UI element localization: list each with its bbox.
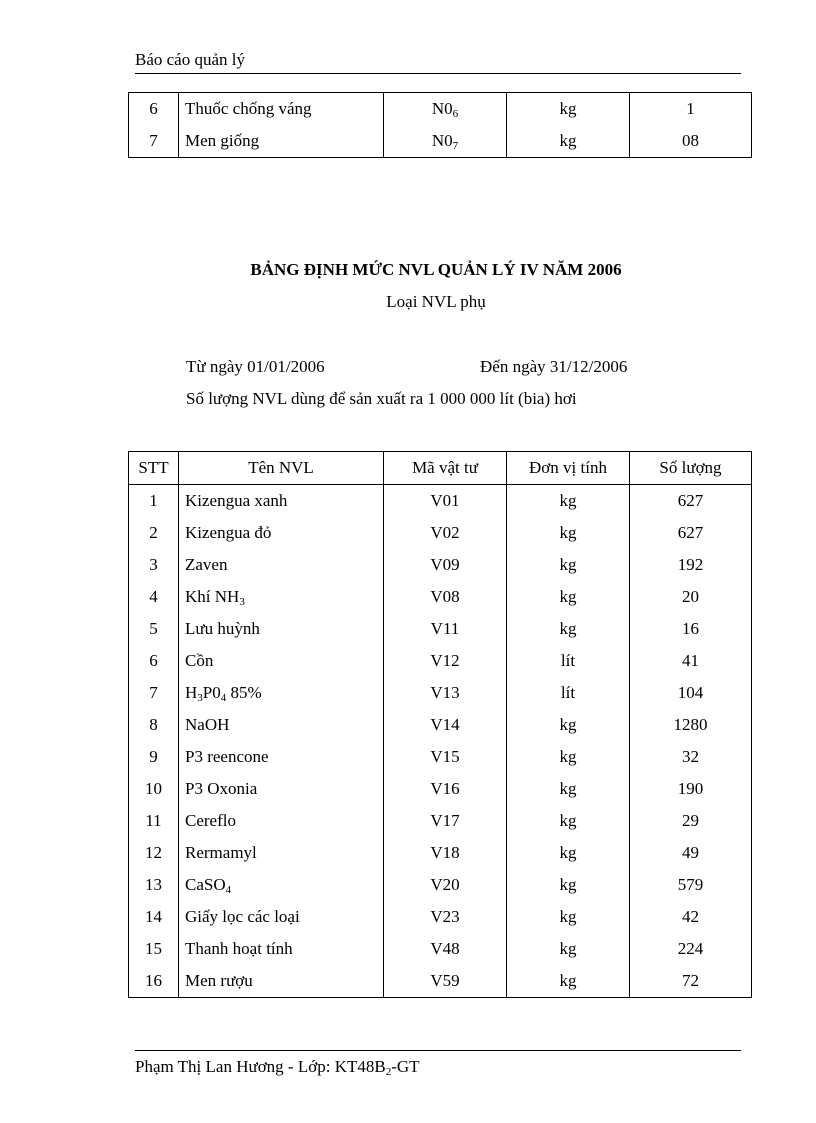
header-name: Tên NVL [179, 452, 384, 485]
table-row [129, 125, 752, 158]
stt-cell: 6 [129, 93, 179, 126]
code-cell: V48 [384, 933, 507, 965]
footer-text [135, 1057, 420, 1076]
header-code: Mã vật tư [384, 452, 507, 485]
unit-cell: kg [507, 773, 630, 805]
unit-cell: kg [507, 125, 630, 158]
code-cell: V14 [384, 709, 507, 741]
unit-cell: kg [507, 709, 630, 741]
qty-cell: 627 [630, 485, 752, 518]
stt-cell: 9 [129, 741, 179, 773]
table-row [129, 93, 752, 126]
name-cell: Kizengua đỏ [179, 517, 384, 549]
footer-text-sub: 2 [385, 1066, 392, 1078]
name-part: 4 [225, 884, 232, 896]
stt-cell: 1 [129, 485, 179, 518]
stt-cell: 8 [129, 709, 179, 741]
qty-cell: 72 [630, 965, 752, 998]
name-cell: Cồn [179, 645, 384, 677]
unit-cell: kg [507, 613, 630, 645]
name-cell: Men giống [179, 125, 384, 158]
code-cell: V13 [384, 677, 507, 709]
qty-cell: 29 [630, 805, 752, 837]
name-cell: Lưu huỳnh [179, 613, 384, 645]
code-base: N0 [431, 131, 453, 150]
stt-cell: 2 [129, 517, 179, 549]
unit-cell: kg [507, 965, 630, 998]
footer-text-a: Phạm Thị Lan Hương - Lớp: KT48B [135, 1057, 386, 1076]
table-row [129, 613, 752, 645]
qty-cell: 20 [630, 581, 752, 613]
qty-cell: 42 [630, 901, 752, 933]
unit-cell: kg [507, 581, 630, 613]
table-row [129, 901, 752, 933]
stt-cell: 14 [129, 901, 179, 933]
qty-cell: 192 [630, 549, 752, 581]
qty-cell: 49 [630, 837, 752, 869]
table-row [129, 485, 752, 518]
unit-cell: kg [507, 93, 630, 126]
qty-cell: 08 [630, 125, 752, 158]
table-row [129, 965, 752, 998]
name-part: 85% [226, 683, 262, 702]
top-table [128, 92, 752, 158]
stt-cell: 10 [129, 773, 179, 805]
table-row [129, 837, 752, 869]
stt-cell: 3 [129, 549, 179, 581]
unit-cell: kg [507, 741, 630, 773]
table-row [129, 581, 752, 613]
code-cell: V02 [384, 517, 507, 549]
code-cell: V11 [384, 613, 507, 645]
code-cell: V59 [384, 965, 507, 998]
code-base: N0 [431, 99, 453, 118]
code-cell: V20 [384, 869, 507, 901]
table-row [129, 677, 752, 709]
qty-cell: 1 [630, 93, 752, 126]
table-title: BẢNG ĐỊNH MỨC NVL QUẢN LÝ IV NĂM 2006 [250, 260, 622, 279]
stt-cell: 13 [129, 869, 179, 901]
qty-cell: 32 [630, 741, 752, 773]
unit-cell: kg [507, 933, 630, 965]
table-row [129, 773, 752, 805]
code-cell: V18 [384, 837, 507, 869]
name-part: 3 [239, 596, 245, 608]
name-cell: P3 Oxonia [179, 773, 384, 805]
table-row [129, 709, 752, 741]
date-from: Từ ngày 01/01/2006 [186, 357, 325, 376]
unit-cell: kg [507, 805, 630, 837]
code-cell: V17 [384, 805, 507, 837]
footer-text-b: -GT [391, 1057, 420, 1076]
stt-cell: 6 [129, 645, 179, 677]
table-header-row [129, 452, 752, 485]
header-stt: STT [129, 452, 179, 485]
code-cell: V08 [384, 581, 507, 613]
qty-cell: 41 [630, 645, 752, 677]
table-row [129, 933, 752, 965]
stt-cell: 12 [129, 837, 179, 869]
unit-cell: kg [507, 869, 630, 901]
name-cell: Men rượu [179, 965, 384, 998]
stt-cell: 7 [129, 677, 179, 709]
unit-cell: kg [507, 837, 630, 869]
table-row [129, 741, 752, 773]
table-row [129, 549, 752, 581]
qty-cell: 16 [630, 613, 752, 645]
name-cell: Thanh hoạt tính [179, 933, 384, 965]
name-part: CaSO [185, 875, 226, 894]
name-cell: P3 reencone [179, 741, 384, 773]
stt-cell: 7 [129, 125, 179, 158]
production-note: Số lượng NVL dùng để sản xuất ra 1 000 000 lít (bia) hơi [186, 389, 577, 408]
code-sub: 6 [452, 108, 459, 120]
main-table [128, 451, 752, 998]
stt-cell: 15 [129, 933, 179, 965]
unit-cell: kg [507, 485, 630, 518]
name-cell: Rermamyl [179, 837, 384, 869]
stt-cell: 5 [129, 613, 179, 645]
code-sub: 7 [452, 140, 459, 152]
unit-cell: lít [507, 645, 630, 677]
unit-cell: kg [507, 901, 630, 933]
qty-cell: 627 [630, 517, 752, 549]
code-cell: V12 [384, 645, 507, 677]
code-cell: V01 [384, 485, 507, 518]
stt-cell: 16 [129, 965, 179, 998]
qty-cell: 190 [630, 773, 752, 805]
table-row [129, 805, 752, 837]
name-cell [179, 677, 384, 709]
unit-cell: lít [507, 677, 630, 709]
name-part: Khí NH [185, 587, 240, 606]
date-to: Đến ngày 31/12/2006 [480, 357, 628, 376]
code-cell: V15 [384, 741, 507, 773]
name-cell: Giấy lọc các loại [179, 901, 384, 933]
name-part: 4 [220, 692, 227, 704]
page-footer [135, 1050, 741, 1077]
name-cell: Thuốc chống váng [179, 93, 384, 126]
name-part: H [185, 683, 198, 702]
name-cell: Cereflo [179, 805, 384, 837]
table-row [129, 869, 752, 901]
code-cell: V23 [384, 901, 507, 933]
unit-cell: kg [507, 549, 630, 581]
stt-cell: 4 [129, 581, 179, 613]
name-cell: Zaven [179, 549, 384, 581]
qty-cell: 579 [630, 869, 752, 901]
header-qty: Số lượng [630, 452, 752, 485]
table-row [129, 645, 752, 677]
name-cell: NaOH [179, 709, 384, 741]
unit-cell: kg [507, 517, 630, 549]
name-part: P0 [202, 683, 221, 702]
qty-cell: 224 [630, 933, 752, 965]
header-unit: Đơn vị tính [507, 452, 630, 485]
qty-cell: 104 [630, 677, 752, 709]
code-cell: V09 [384, 549, 507, 581]
stt-cell: 11 [129, 805, 179, 837]
qty-cell: 1280 [630, 709, 752, 741]
name-cell [179, 581, 384, 613]
name-part: 3 [197, 692, 203, 704]
table-row [129, 517, 752, 549]
code-cell: V16 [384, 773, 507, 805]
name-cell: Kizengua xanh [179, 485, 384, 518]
table-subtitle: Loại NVL phụ [386, 292, 486, 311]
code-cell [384, 125, 507, 158]
code-cell [384, 93, 507, 126]
page-header [135, 50, 741, 74]
name-cell [179, 869, 384, 901]
header-text: Báo cáo quản lý [135, 50, 245, 69]
